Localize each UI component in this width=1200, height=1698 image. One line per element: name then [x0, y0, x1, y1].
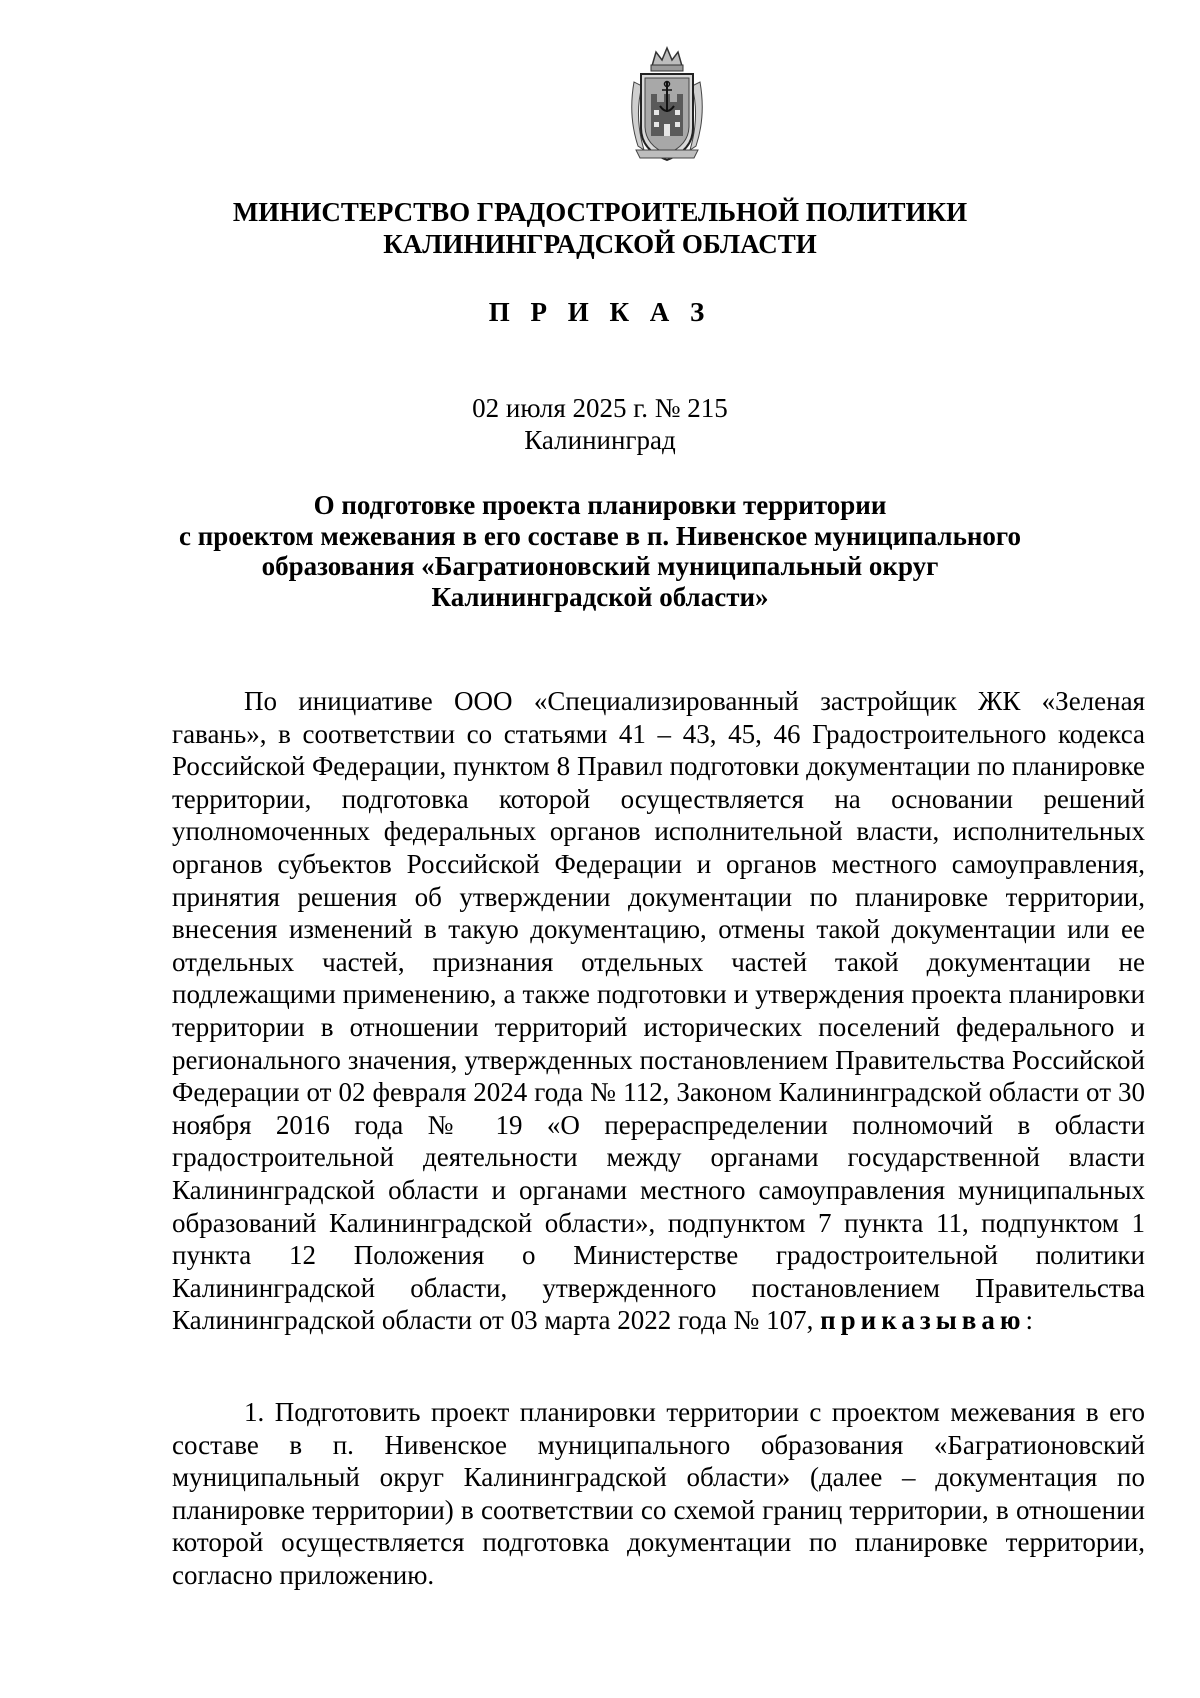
ministry-line-1: МИНИСТЕРСТВО ГРАДОСТРОИТЕЛЬНОЙ ПОЛИТИКИ	[232, 197, 968, 227]
heading-line-3: образования «Багратионовский муниципальный округ	[261, 551, 939, 581]
clause-1-text: 1. Подготовить проект планировки территории с проектом межевания в его составе в п. Нивенское муниципального образования «Багратионовский муниципальный округ Калининградской области» (далее – документация по планировке территории) в соответствии со схемой границ территории, в отношении которой осуществляется подготовка документации по планировке территории, согласно приложению.	[172, 1397, 1145, 1590]
order-city: Калининград	[524, 425, 676, 455]
decree-colon: :	[1025, 1305, 1034, 1336]
document-heading	[0, 490, 1200, 612]
heading-line-4: Калининградской области»	[431, 581, 769, 612]
preamble-paragraph	[172, 685, 1145, 1337]
ministry-line-2: КАЛИНИНГРАДСКОЙ ОБЛАСТИ	[383, 229, 817, 259]
heading-line-1: О подготовке проекта планировки территории	[313, 490, 887, 520]
order-date-number: 02 июля 2025 г. № 215	[472, 393, 728, 423]
order-title: П Р И К А З	[488, 297, 712, 327]
heading-line-2: с проектом межевания в его составе в п. Нивенское муниципального	[178, 520, 1021, 551]
preamble-text: По инициативе ООО «Специализированный застройщик ЖК «Зеленая гавань», в соответствии со статьями 41 – 43, 45, 46 Градостроительного кодекса Российской Федерации, пунктом 8 Правил подготовки документации по планировке территории, подготовка которой осуществляется на основании решений уполномоченных федеральных органов исполнительной власти, исполнительных органов субъектов Российской Федерации и органов местного самоуправления, принятия решения об утверждении документации по планировке территории, внесения изменений в такую документацию, отмены такой документации или ее отдельных частей, признания отдельных частей такой документации не подлежащими применению, а также подготовки и утверждения проекта планировки территории в отношении территорий исторических поселений федерального и регионального значения, утвержденных постановлением Правительства Российской Федерации от 02 февраля 2024 года № 112, Законом Калининградской области от 30 ноября 2016 года № 19 «О перераспределении полномочий в области градостроительной деятельности между органами государственной власти Калининградской области и органами местного самоуправления муниципальных образований Калининградской области», подпунктом 7 пункта 11, подпунктом 1 пункта 12 Положения о Министерстве градостроительной политики Калининградской области, утвержденного постановлением Правительства Калининградской области от 03 марта 2022 года № 107,	[172, 686, 1145, 1336]
clause-1-paragraph	[172, 1396, 1145, 1592]
kaliningrad-coat-of-arms-icon	[624, 46, 710, 164]
decree-word: приказываю	[820, 1305, 1026, 1336]
ministry-name	[0, 196, 1200, 260]
